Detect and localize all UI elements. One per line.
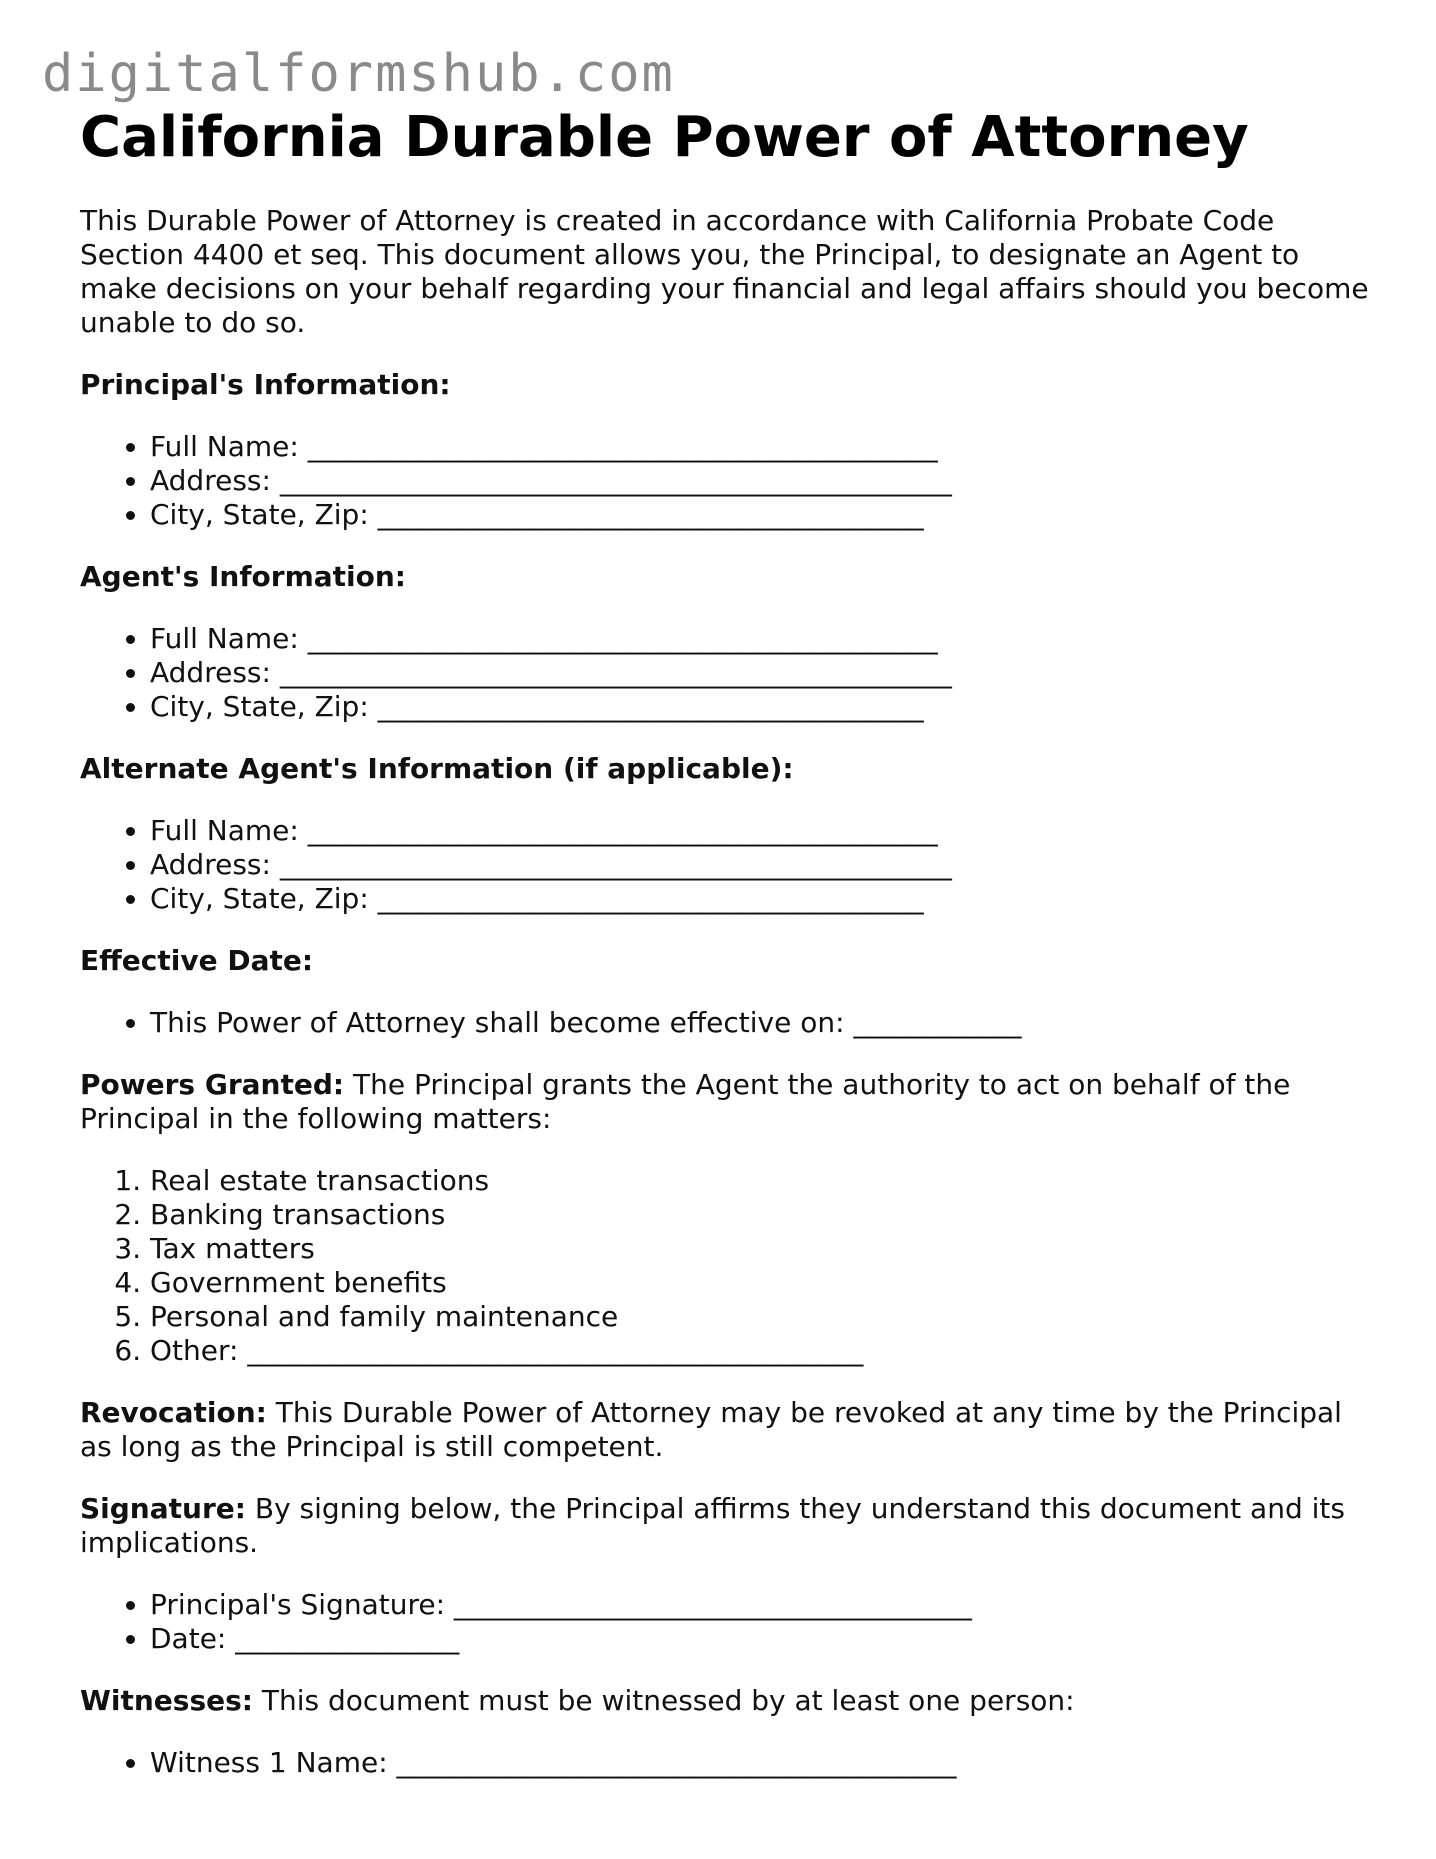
watermark: digitalformshub.com (42, 44, 675, 104)
powers-list (80, 1164, 1370, 1368)
revocation-label: Revocation: (80, 1396, 267, 1429)
alternate-agent-heading: Alternate Agent's Information (if applicable): (80, 752, 794, 785)
alternate-agent-address-field: • Address: ________________________________________________ (150, 848, 1370, 882)
power-item-other: 6. Other: ____________________________________________ (150, 1334, 1370, 1368)
principal-full-name-field: • Full Name: _____________________________________________ (150, 430, 1370, 464)
principal-heading: Principal's Information: (80, 368, 451, 401)
principal-signature-field: • Principal's Signature: _____________________________________ (150, 1588, 1370, 1622)
intro-paragraph: This Durable Power of Attorney is created in accordance with California Probate Code Section 4400 et seq. This document allows you, the Principal, to designate an Agent to make decisions on your behalf regarding your financial and legal affairs should you become unable to do so. (80, 204, 1369, 339)
agent-heading: Agent's Information: (80, 560, 407, 593)
witnesses-text: This document must be witnessed by at least one person: (252, 1684, 1075, 1717)
signature-text: By signing below, the Principal affirms they understand this document and its implications. (80, 1492, 1345, 1559)
agent-full-name-field: • Full Name: _____________________________________________ (150, 622, 1370, 656)
alternate-agent-fields (80, 814, 1370, 916)
effective-date-fields (80, 1006, 1370, 1040)
agent-city-state-zip-field: • City, State, Zip: _______________________________________ (150, 690, 1370, 724)
signature-paragraph (80, 1492, 1370, 1560)
document-page (80, 100, 1370, 1780)
powers-text: The Principal grants the Agent the authority to act on behalf of the Principal in the following matters: (80, 1068, 1291, 1135)
effective-date-heading: Effective Date: (80, 944, 314, 977)
effective-date-field: • This Power of Attorney shall become effective on: ____________ (150, 1006, 1370, 1040)
powers-label: Powers Granted: (80, 1068, 345, 1101)
revocation-text: This Durable Power of Attorney may be revoked at any time by the Principal as long as the Principal is still competent. (80, 1396, 1342, 1463)
power-item: 4. Government benefits (150, 1266, 1370, 1300)
power-item: 1. Real estate transactions (150, 1164, 1370, 1198)
power-item: 5. Personal and family maintenance (150, 1300, 1370, 1334)
alternate-agent-city-state-zip-field: • City, State, Zip: _______________________________________ (150, 882, 1370, 916)
powers-paragraph (80, 1068, 1370, 1136)
principal-address-field: • Address: ________________________________________________ (150, 464, 1370, 498)
signature-label: Signature: (80, 1492, 246, 1525)
alternate-agent-full-name-field: • Full Name: _____________________________________________ (150, 814, 1370, 848)
principal-fields (80, 430, 1370, 532)
power-item: 2. Banking transactions (150, 1198, 1370, 1232)
document-title: California Durable Power of Attorney (80, 105, 1249, 170)
witness-fields (80, 1746, 1370, 1780)
power-item: 3. Tax matters (150, 1232, 1370, 1266)
witness-1-name-field: • Witness 1 Name: ________________________________________ (150, 1746, 1370, 1780)
principal-city-state-zip-field: • City, State, Zip: _______________________________________ (150, 498, 1370, 532)
signature-date-field: • Date: ________________ (150, 1622, 1370, 1656)
witnesses-paragraph (80, 1684, 1370, 1718)
agent-fields (80, 622, 1370, 724)
revocation-paragraph (80, 1396, 1370, 1464)
witnesses-label: Witnesses: (80, 1684, 253, 1717)
agent-address-field: • Address: ________________________________________________ (150, 656, 1370, 690)
signature-fields (80, 1588, 1370, 1656)
